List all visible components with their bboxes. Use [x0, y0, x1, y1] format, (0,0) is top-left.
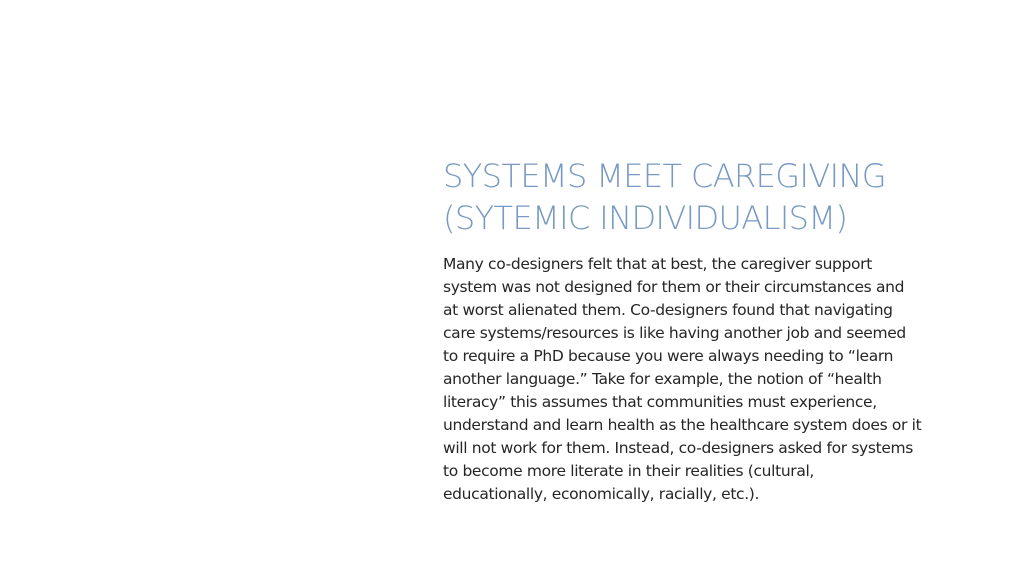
- body-line: understand and learn health as the healthcare system does or it: [443, 416, 922, 434]
- body-line: care systems/resources is like having another job and seemed: [443, 324, 906, 342]
- title-line: SYSTEMS MEET CAREGIVING: [443, 157, 886, 195]
- body-line: will not work for them. Instead, co-designers asked for systems: [443, 439, 913, 457]
- slide-title: [443, 155, 943, 239]
- body-line: educationally, economically, racially, etc.).: [443, 485, 760, 503]
- body-line: another language.” Take for example, the notion of “health: [443, 370, 882, 388]
- body-line: Many co-designers felt that at best, the caregiver support: [443, 255, 872, 273]
- body-line: literacy” this assumes that communities must experience,: [443, 393, 877, 411]
- body-line: system was not designed for them or their circumstances and: [443, 278, 905, 296]
- body-line: to require a PhD because you were always needing to “learn: [443, 347, 894, 365]
- slide-content: [443, 155, 943, 506]
- body-line: at worst alienated them. Co-designers found that navigating: [443, 301, 893, 319]
- slide-body-text: [443, 253, 943, 506]
- body-line: to become more literate in their realities (cultural,: [443, 462, 815, 480]
- title-line: (SYTEMIC INDIVIDUALISM): [443, 199, 848, 237]
